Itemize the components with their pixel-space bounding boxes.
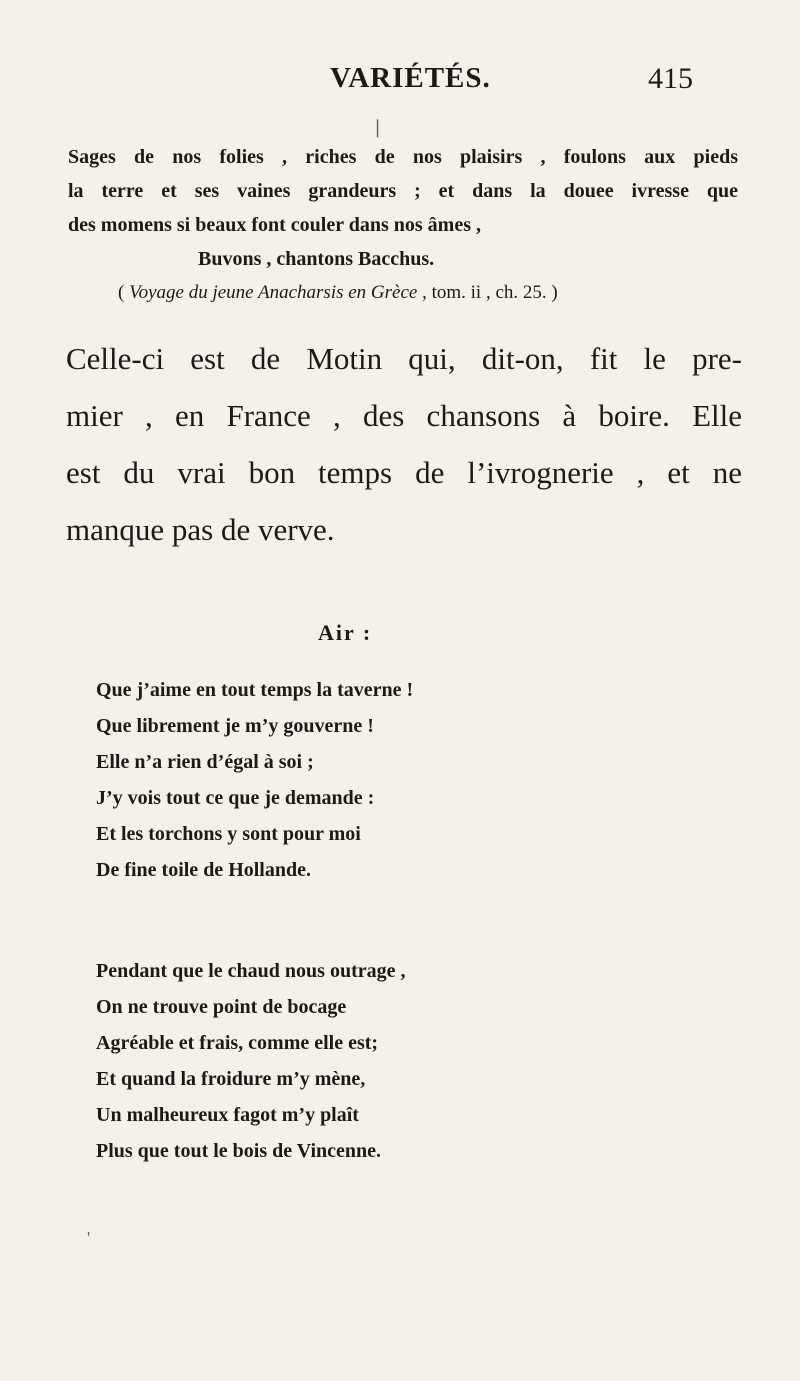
- body-line: mier , en France , des chansons à boire. Elle: [66, 398, 742, 433]
- page-number: 415: [648, 62, 693, 95]
- epigraph-line: la terre et ses vaines grandeurs ; et dans la douee ivresse que: [68, 180, 738, 202]
- verse-line: Que librement je m’y gouverne !: [96, 715, 374, 737]
- running-head: [0, 62, 800, 102]
- song-stanza-2: [96, 953, 406, 1169]
- epigraph-line: Sages de nos folies , riches de nos plaisirs , foulons aux pieds: [68, 146, 738, 168]
- song-stanza-1: [96, 672, 413, 888]
- epigraph-source: [68, 276, 748, 310]
- verse-line: J’y vois tout ce que je demande :: [96, 787, 375, 809]
- source-title: Voyage du jeune Anacharsis en Grèce: [129, 282, 418, 303]
- verse-line: Et les torchons y sont pour moi: [96, 823, 361, 845]
- verse-line: Plus que tout le bois de Vincenne.: [96, 1140, 382, 1162]
- epigraph: [68, 140, 748, 310]
- body-paragraph: [66, 330, 742, 558]
- verse-line: Et quand la froidure m’y mène,: [96, 1068, 366, 1090]
- body-line: manque pas de verve.: [66, 512, 335, 547]
- verse-line: Elle n’a rien d’égal à soi ;: [96, 751, 314, 773]
- air-label: Air :: [318, 620, 373, 645]
- source-open-paren: (: [118, 282, 125, 303]
- source-reference: , tom. ii , ch. 25. ): [422, 282, 558, 303]
- verse-line: Agréable et frais, comme elle est;: [96, 1032, 379, 1054]
- body-line: est du vrai bon temps de l’ivrognerie , et ne: [66, 455, 742, 490]
- epigraph-line: des momens si beaux font couler dans nos âmes ,: [68, 214, 481, 236]
- epigraph-refrain: Buvons , chantons Bacchus.: [198, 248, 435, 270]
- verse-line: De fine toile de Hollande.: [96, 859, 311, 881]
- verse-line: On ne trouve point de bocage: [96, 996, 347, 1018]
- verse-line: Un malheureux fagot m’y plaît: [96, 1104, 359, 1126]
- body-line: Celle-ci est de Motin qui, dit-on, fit le pre-: [66, 341, 742, 376]
- print-speck-mark: ❘: [370, 117, 386, 137]
- verse-line: Que j’aime en tout temps la taverne !: [96, 679, 414, 701]
- verse-line: Pendant que le chaud nous outrage ,: [96, 960, 406, 982]
- running-title: VARIÉTÉS.: [330, 62, 491, 94]
- print-speck-mark: ': [87, 1228, 91, 1248]
